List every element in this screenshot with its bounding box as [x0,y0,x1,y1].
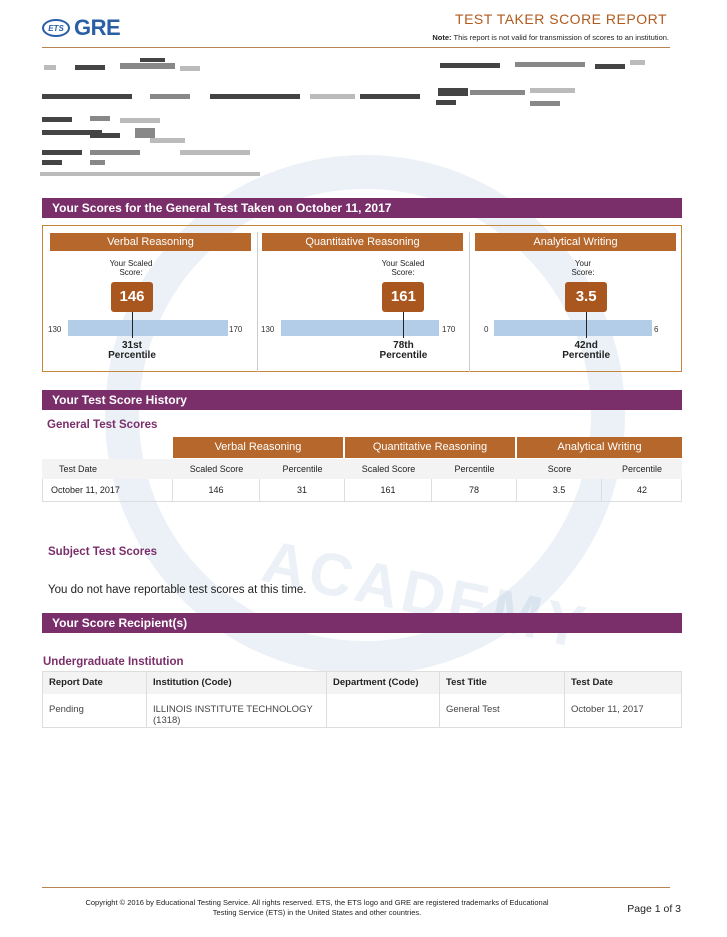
recipients-col-test-date: Test Date [565,672,681,694]
report-note [432,33,669,42]
writing-card-header: Analytical Writing [475,233,676,251]
verbal-score-box: 146 [111,282,153,312]
recipients-cell-institution: ILLINOIS INSTITUTE TECHNOLOGY (1318) [147,694,327,727]
recipients-col-test-title: Test Title [440,672,565,694]
writing-score-stem [586,312,587,338]
history-section-header: Your Test Score History [42,390,682,410]
card-divider [469,232,470,372]
history-col-quant-scaled: Scaled Score [361,464,416,474]
ets-gre-logo [42,15,120,41]
recipients-col-department: Department (Code) [327,672,440,694]
scores-section-header: Your Scores for the General Test Taken on October 11, 2017 [42,198,682,218]
note-label: Note: [432,33,452,42]
writing-scaled-label: Your Score: [571,259,595,277]
subject-test-heading: Subject Test Scores [48,546,158,558]
recipients-cell-report-date: Pending [43,694,147,727]
undergraduate-heading: Undergraduate Institution [43,656,184,668]
report-title: TEST TAKER SCORE REPORT [455,11,667,27]
history-col-verbal-scaled: Scaled Score [189,464,244,474]
verbal-score-stem [132,312,133,338]
history-cell-quant-pct: 78 [432,479,517,501]
copyright-notice: Copyright © 2016 by Educational Testing Service. All rights reserved. ETS, the ETS logo and GRE are registered trademarks of Educational Testing Service (ETS) in the United States and other countries. [85,898,549,917]
history-col-writing-pct: Percentile [621,464,663,474]
gre-logo-text: GRE [74,15,121,40]
history-cell-verbal-pct: 31 [260,479,345,501]
ets-logo-icon: ETS [42,19,70,37]
verbal-scale-min: 130 [48,325,62,334]
recipients-section-header: Your Score Recipient(s) [42,613,682,633]
history-cell-test-date: October 11, 2017 [42,479,173,501]
recipients-cell-department [327,694,440,727]
history-col-test-date: Test Date [58,464,98,474]
quant-scale-bar [281,320,439,336]
writing-score-box: 3.5 [565,282,607,312]
history-col-verbal-pct: Percentile [282,464,323,474]
history-col-quant-pct: Percentile [454,464,495,474]
page-number: Page 1 of 3 [627,903,681,915]
quant-scaled-label: Your Scaled Score: [381,259,425,277]
history-group-quant: Quantitative Reasoning [345,437,515,458]
recipients-col-report-date: Report Date [43,672,147,694]
history-col-writing-score: Score [547,464,572,474]
writing-scale-max: 6 [654,325,659,334]
subject-test-message: You do not have reportable test scores at this time. [48,584,307,596]
recipients-cell-test-title: General Test [440,694,565,727]
footer-divider [42,887,670,888]
recipients-cell-test-date: October 11, 2017 [571,704,644,715]
history-group-writing: Analytical Writing [517,437,682,458]
verbal-scale-max: 170 [229,325,243,334]
quant-card-header: Quantitative Reasoning [262,233,463,251]
quant-scale-min: 130 [261,325,275,334]
recipients-col-institution: Institution (Code) [147,672,327,694]
writing-percentile: 42nd Percentile [562,340,611,361]
verbal-scaled-label: Your Scaled Score: [109,259,153,277]
history-group-verbal: Verbal Reasoning [173,437,343,458]
general-test-heading: General Test Scores [47,419,158,431]
note-text: This report is not valid for transmission of scores to an institution. [453,33,669,42]
card-divider [257,232,258,372]
verbal-card-header: Verbal Reasoning [50,233,251,251]
quant-score-box: 161 [382,282,424,312]
writing-scale-min: 0 [484,325,489,334]
history-cell-verbal-scaled: 146 [173,479,260,501]
watermark-text: ACADEMY [256,527,595,662]
history-cell-writing-pct: 42 [636,485,647,495]
quant-percentile: 78th Percentile [379,340,428,361]
writing-scale-bar [494,320,652,336]
quant-scale-max: 170 [442,325,456,334]
header-divider [42,47,670,48]
quant-score-stem [403,312,404,338]
history-cell-writing-score: 3.5 [517,479,602,501]
verbal-percentile: 31st Percentile [108,340,156,361]
history-cell-quant-scaled: 161 [345,479,432,501]
verbal-scale-bar [68,320,228,336]
